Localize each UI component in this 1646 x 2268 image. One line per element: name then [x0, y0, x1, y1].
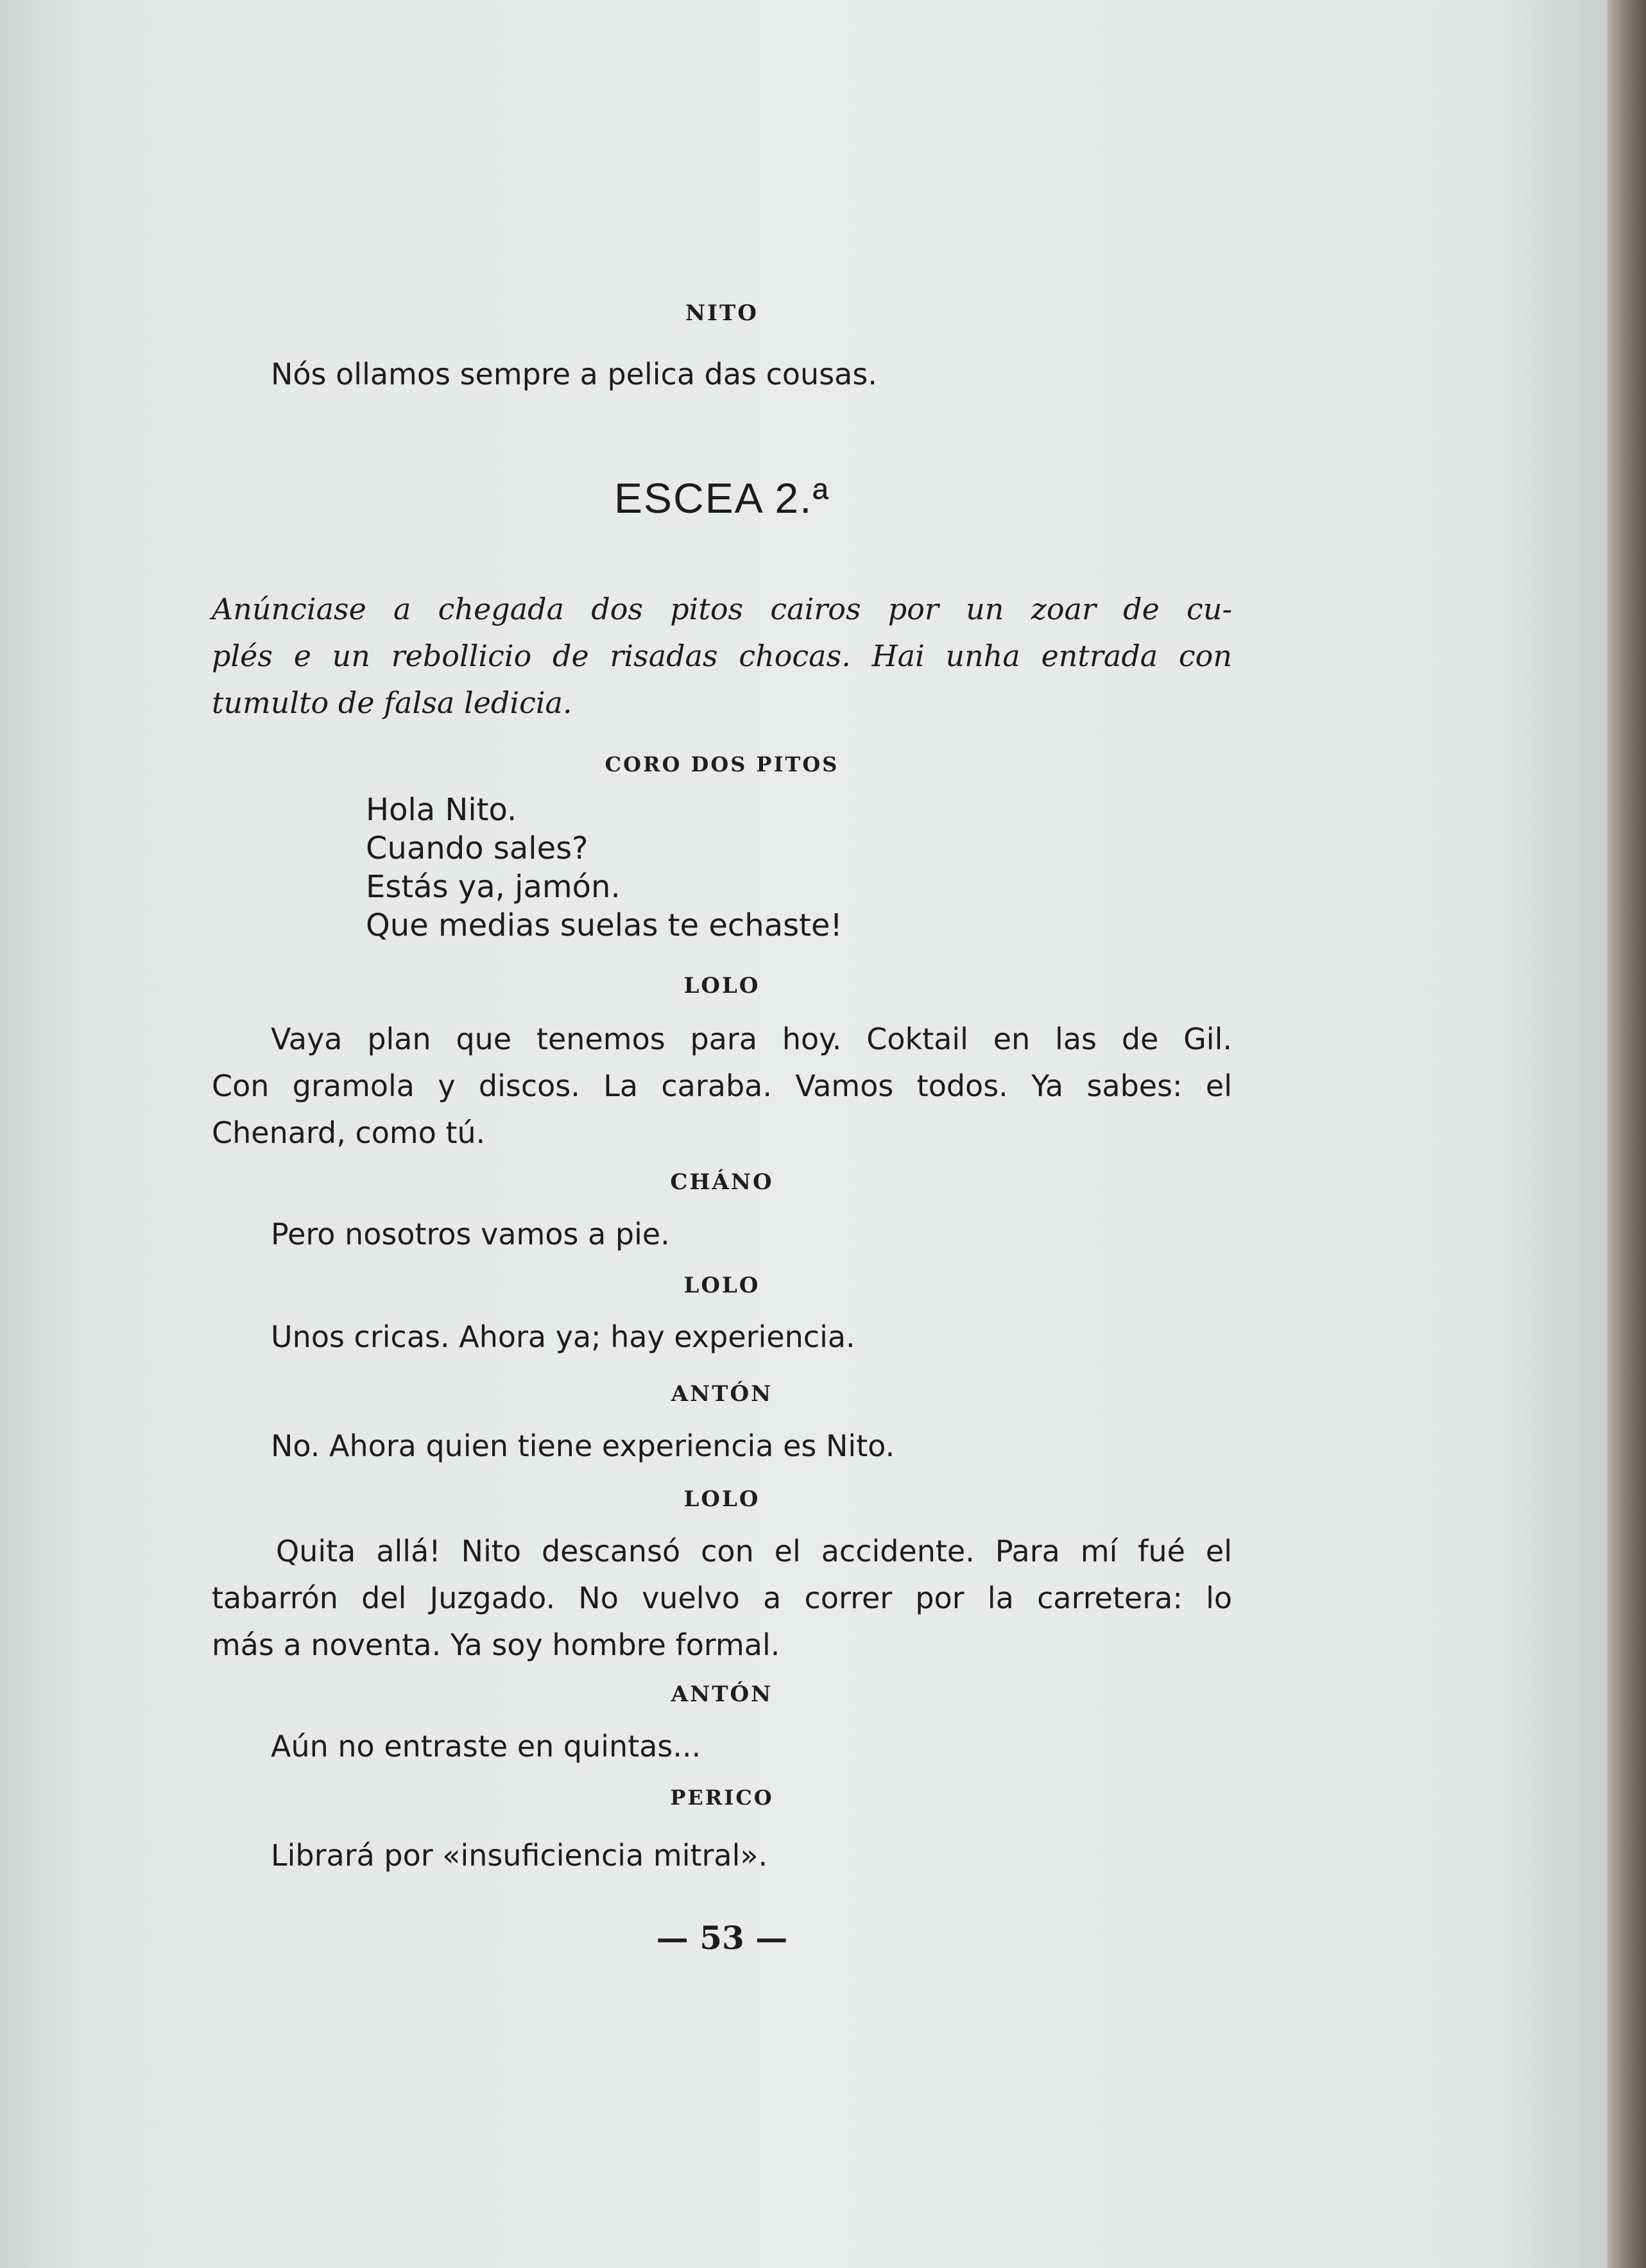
scene-title: ESCEA 2.ª [614, 474, 830, 522]
dialogue-line: Librará por «insuficiencia mitral». [271, 1838, 768, 1873]
dialogue-line: Aún no entraste en quintas... [271, 1729, 701, 1764]
dialogue-line: Vaya plan que tenemos para hoy. Coktail en las de Gil. [271, 1022, 1232, 1056]
stage-direction-line: Anúnciase a chegada dos pitos cairos por un zoar de cu- [212, 592, 1232, 626]
speaker-lolo: LOLO [683, 973, 760, 999]
speaker-anton: ANTÓN [671, 1681, 773, 1707]
dialogue-line: Nós ollamos sempre a pelica das cousas. [271, 357, 877, 391]
dialogue-line: tabarrón del Juzgado. No vuelvo a correr por la carretera: lo [212, 1581, 1232, 1615]
speaker-chano: CHÁNO [670, 1169, 774, 1195]
speaker-anton: ANTÓN [671, 1381, 773, 1407]
dialogue-line: Con gramola y discos. La caraba. Vamos todos. Ya sabes: el [212, 1069, 1232, 1103]
verse-line: Estás ya, jamón. [366, 869, 621, 905]
stage-direction-line: plés e un rebollicio de risadas chocas. Hai unha entrada con [212, 639, 1232, 673]
verse-line: Cuando sales? [366, 830, 588, 866]
dialogue-line: Unos cricas. Ahora ya; hay experiencia. [271, 1319, 855, 1354]
verse-line: Hola Nito. [366, 792, 517, 828]
speaker-lolo: LOLO [683, 1273, 760, 1298]
speaker-nito: NITO [685, 300, 759, 326]
speaker-coro-dos-pitos: CORO DOS PITOS [604, 752, 839, 777]
stage-direction-line: tumulto de falsa ledicia. [212, 685, 572, 720]
dialogue-line: Pero nosotros vamos a pie. [271, 1217, 670, 1251]
dialogue-line: No. Ahora quien tiene experiencia es Nito. [271, 1429, 895, 1463]
book-spine-edge [1607, 0, 1646, 2268]
dialogue-line: Chenard, como tú. [212, 1115, 486, 1150]
speaker-perico: PERICO [670, 1785, 774, 1810]
speaker-lolo: LOLO [683, 1486, 760, 1512]
page-content [212, 0, 1232, 2268]
dialogue-line: más a noventa. Ya soy hombre formal. [212, 1628, 780, 1662]
dialogue-line: Quita allá! Nito descansó con el accidente. Para mí fué el [276, 1534, 1232, 1568]
page-number: — 53 — [656, 1919, 788, 1957]
verse-line: Que medias suelas te echaste! [366, 907, 843, 943]
